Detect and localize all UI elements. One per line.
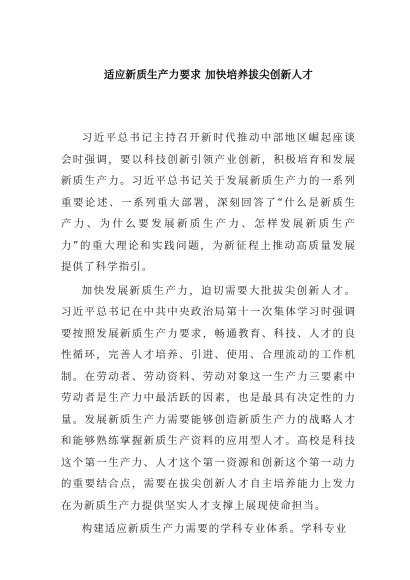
paragraph: 习近平总书记主持召开新时代推动中部地区崛起座谈会时强调，要以科技创新引领产业创新，积极培育和发展新质生产力。习近平总书记关于发展新质生产力的一系列重要论述、一系列重大部署，深刻回答了“什么是新质生产力、为什么要发展新质生产力、怎样发展新质生产力”的重大理论和实践问题，为新征程上推动高质量发展提供了科学指引。 — [61, 132, 356, 273]
document-title: 适应新质生产力要求 加快培养拔尖创新人才 — [103, 69, 314, 81]
document-body — [61, 128, 356, 541]
paragraph: 加快发展新质生产力，迫切需要大批拔尖创新人才。习近平总书记在中共中央政治局第十一次集体学习时强调要按照发展新质生产力要求，畅通教育、科技、人才的良性循环，完善人才培养、引进、使用、合理流动的工作机制。在劳动者、劳动资料、劳动对象这一生产力三要素中劳动者是生产力中最活跃的因素，也是最具有决定性的力量。发展新质生产力需要能够创造新质生产力的战略人才和能够熟练掌握新质生产资料的应用型人才。高校是科技这个第一生产力、人才这个第一资源和创新这个第一动力的重要结合点，需要在拔尖创新人才自主培养能力上发力在为新质生产力提供坚实人才支撑上展现使命担当。 — [61, 284, 356, 512]
paragraph: 构建适应新质生产力需要的学科专业体系。学科专业 — [81, 523, 348, 535]
